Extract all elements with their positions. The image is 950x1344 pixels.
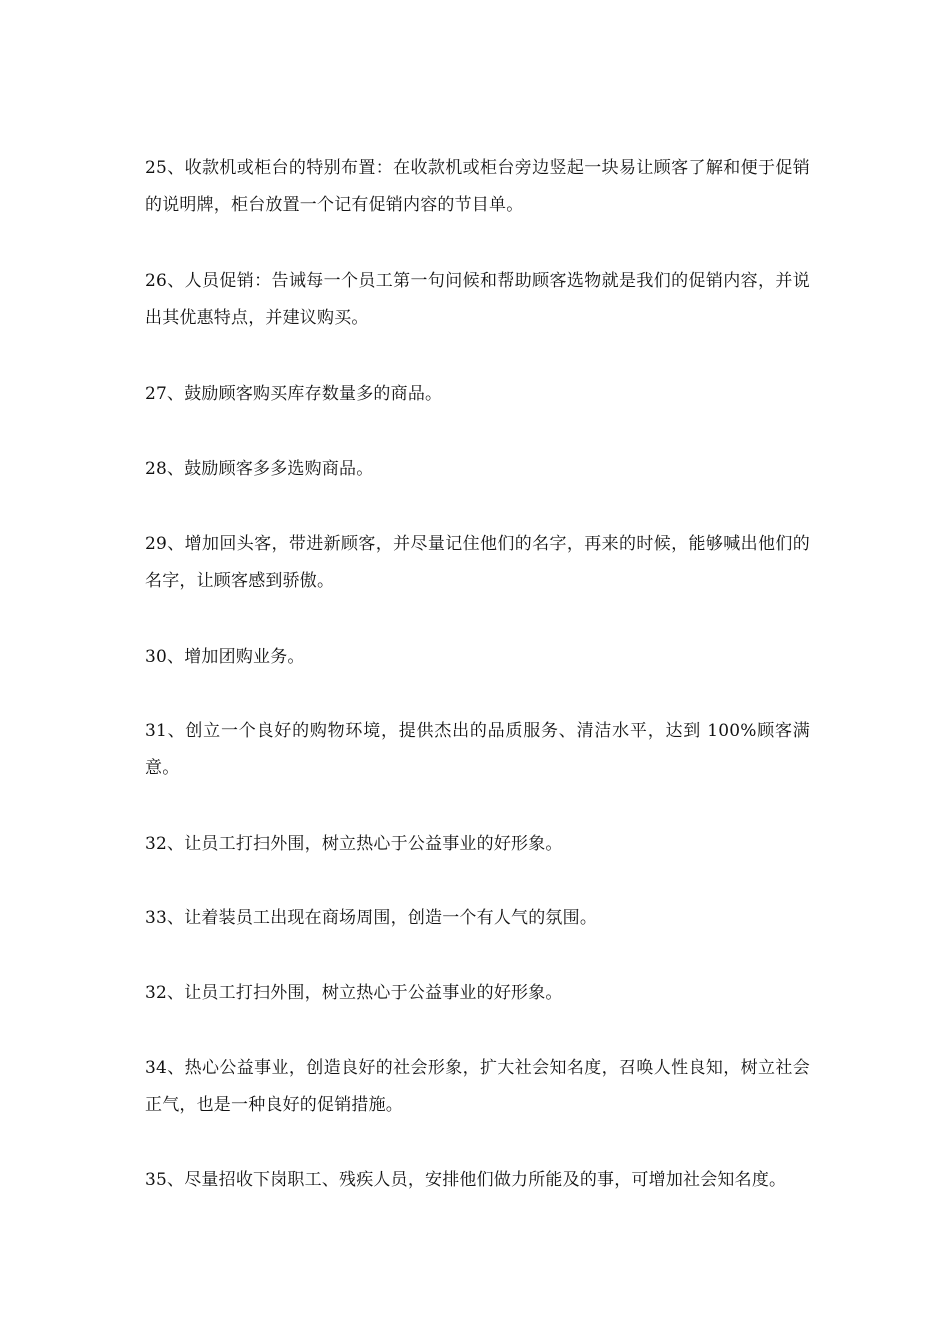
list-item-32-repeat: 32、让员工打扫外围，树立热心于公益事业的好形象。 [145, 983, 563, 1003]
list-item-35: 35、尽量招收下岗职工、残疾人员，安排他们做力所能及的事，可增加社会知名度。 [145, 1170, 787, 1190]
list-item-32: 32、让员工打扫外围，树立热心于公益事业的好形象。 [145, 834, 563, 854]
list-item-31: 31、创立一个良好的购物环境，提供杰出的品质服务、清洁水平，达到 100%顾客满意。 [145, 721, 810, 778]
list-item-25: 25、收款机或柜台的特别布置：在收款机或柜台旁边竖起一块易让顾客了解和便于促销的说明牌，柜台放置一个记有促销内容的节目单。 [145, 158, 810, 215]
list-item-28: 28、鼓励顾客多多选购商品。 [145, 459, 374, 479]
list-item-27: 27、鼓励顾客购买库存数量多的商品。 [145, 384, 443, 404]
list-item-30: 30、增加团购业务。 [145, 647, 305, 667]
list-item-29: 29、增加回头客，带进新顾客，并尽量记住他们的名字，再来的时候，能够喊出他们的名字，让顾客感到骄傲。 [145, 534, 810, 591]
list-item-26: 26、人员促销：告诫每一个员工第一句问候和帮助顾客选物就是我们的促销内容，并说出其优惠特点，并建议购买。 [145, 271, 810, 328]
list-item-33: 33、让着装员工出现在商场周围，创造一个有人气的氛围。 [145, 908, 598, 928]
list-item-34: 34、热心公益事业，创造良好的社会形象，扩大社会知名度，召唤人性良知，树立社会正气，也是一种良好的促销措施。 [145, 1058, 810, 1115]
